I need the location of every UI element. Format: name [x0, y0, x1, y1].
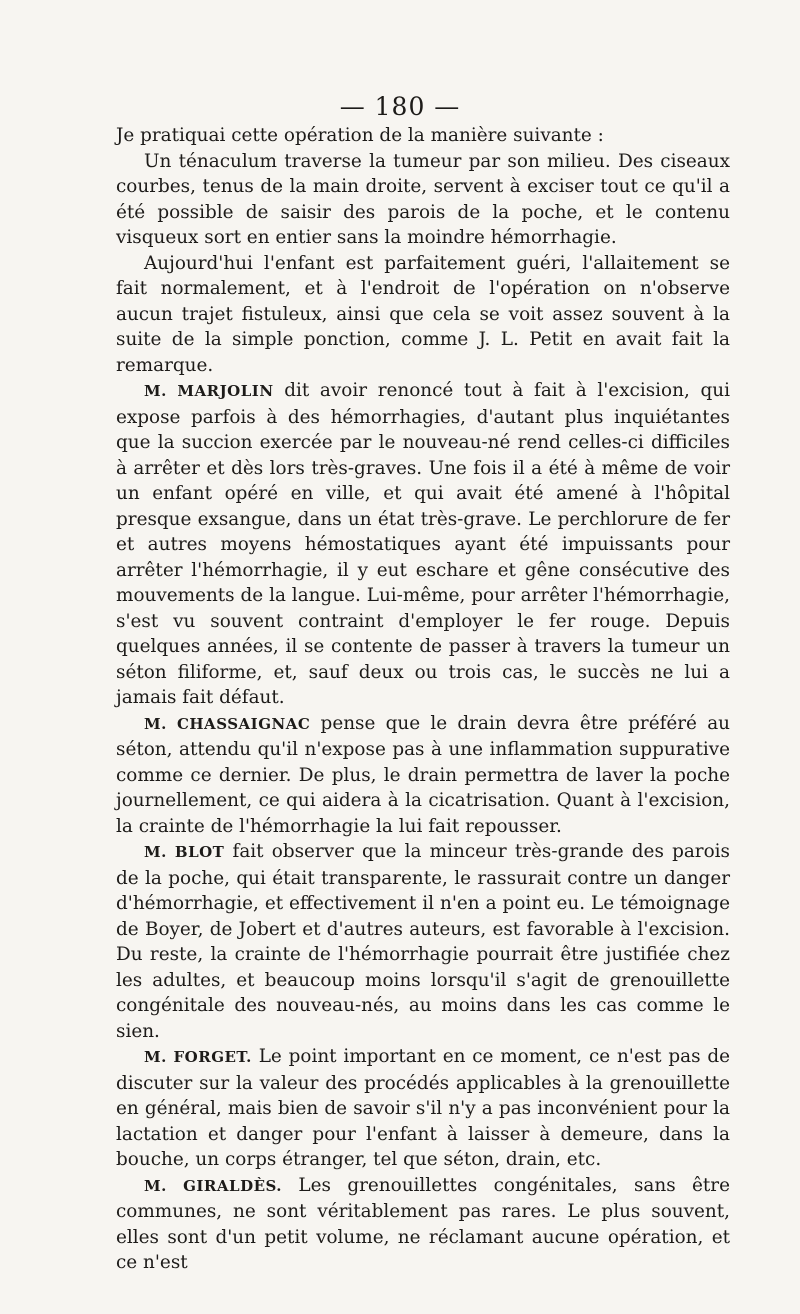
paragraph-text: Un ténaculum traverse la tumeur par son milieu. Des ciseaux courbes, tenus de la main droite, servent à exciser tout ce qu'il a été possible de saisir des parois de la poche, et le contenu visqueux sort en entier sans la moindre hémorrhagie. [116, 150, 730, 248]
paragraph-text: dit avoir renoncé tout à fait à l'excision, qui expose parfois à des hémorrhagies, d'autant plus inquiétantes que la succion exercée par le nouveau-né rend celles-ci difficiles à arrêter et dès lors très-graves. Une fois il a été à même de voir un enfant opéré en ville, et qui avait été amené à l'hôpital presque exsangue, dans un état très-grave. Le perchlorure de fer et autres moyens hémostatiques ayant été impuissants pour arrêter l'hémorrhagie, il y eut eschare et gêne consécutive des mouvements de la langue. Lui-même, pour arrêter l'hémorrhagie, s'est vu souvent contraint d'employer le fer rouge. Depuis quelques années, il se contente de passer à travers la tumeur un séton filiforme, et, sauf deux ou trois cas, le succès ne lui a jamais fait défaut. [116, 380, 730, 708]
paragraph [116, 1173, 730, 1276]
paragraph-text: Les grenouillettes congénitales, sans être communes, ne sont véritablement pas rares. Le plus souvent, elles sont d'un petit volume, ne réclamant aucune opération, et ce n'est [116, 1174, 730, 1273]
paragraph [116, 149, 730, 251]
paragraph-text: fait observer que la minceur très-grande des parois de la poche, qui était transparente, le rassurait contre un danger d'hémorrhagie, et effectivement il n'en a point eu. Le témoignage de Boyer, de Jobert et d'autres auteurs, est favorable à l'excision. Du reste, la crainte de l'hémorrhagie pourrait être justifiée chez les adultes, et beaucoup moins lorsqu'il s'agit de grenouillette congénitale des nouveau-nés, au moins dans les cas comme le sien. [116, 841, 730, 1042]
speaker-name: M. MARJOLIN [144, 382, 274, 400]
speaker-name: M. CHASSAIGNAC [144, 714, 311, 733]
speaker-name: M. BLOT [144, 843, 225, 861]
speaker-name: M. FORGET. [144, 1048, 252, 1066]
paragraph [116, 839, 730, 1044]
paragraph [116, 1044, 730, 1173]
paragraph [116, 711, 730, 840]
page-number: — 180 — [339, 92, 461, 121]
paragraph-text: Le point important en ce moment, ce n'est pas de discuter sur la valeur des procédés applicables à la grenouillette en général, mais bien de savoir s'il n'y a pas inconvénient pour la lactation et danger pour l'enfant à laisser à demeure, dans la bouche, un corps étranger, tel que séton, drain, etc. [116, 1046, 730, 1170]
paragraph [116, 251, 730, 379]
body-text [116, 123, 730, 1276]
paragraph [116, 123, 730, 149]
paragraph-text: Aujourd'hui l'enfant est parfaitement guéri, l'allaitement se fait normalement, et à l'endroit de l'opération on n'observe aucun trajet fistuleux, ainsi que cela se voit assez souvent à la suite de la simple ponction, comme J. L. Petit en avait fait la remarque. [116, 252, 730, 376]
paragraph [116, 378, 730, 711]
paragraph-text: pense que le drain devra être préféré au séton, attendu qu'il n'expose pas à une inflammation suppurative comme ce dernier. De plus, le drain permettra de laver la poche journellement, ce qui aidera à la cicatrisation. Quant à l'excision, la crainte de l'hémorrhagie la lui fait repousser. [116, 712, 730, 837]
paragraph-text: Je pratiquai cette opération de la manière suivante : [116, 125, 604, 146]
speaker-name: M. GIRALDÈS. [144, 1176, 283, 1195]
